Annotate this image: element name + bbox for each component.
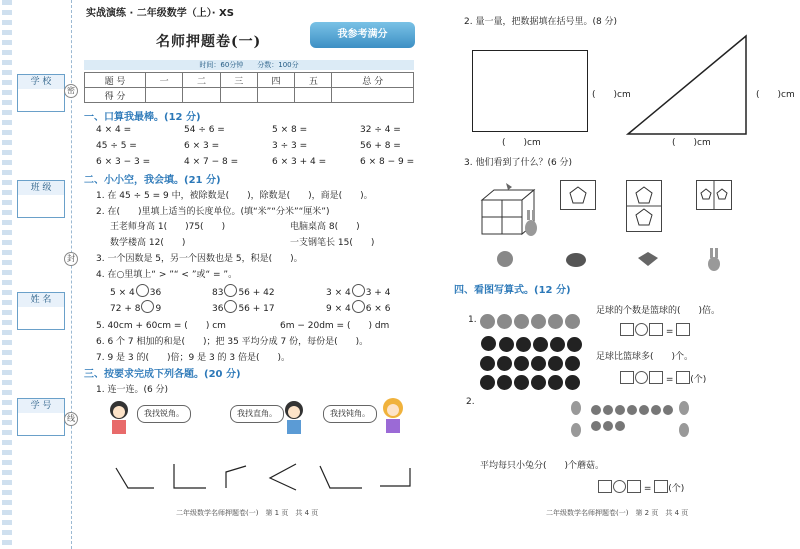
answer-box[interactable]	[620, 371, 634, 384]
binding-strip	[0, 0, 78, 549]
football-icon	[514, 375, 529, 390]
football-icon	[567, 337, 582, 352]
rabbit-icon	[571, 423, 581, 437]
basketball-icon	[548, 314, 563, 329]
compare-circle[interactable]	[141, 300, 154, 313]
question-3-2: 2. 量一量，把数据填在括号里。(8 分)	[464, 17, 618, 27]
triangle-figure	[626, 34, 752, 136]
compare-item: 72 + 8 9	[110, 300, 161, 314]
operator-circle[interactable]	[613, 480, 626, 493]
section1-title: 一、口算我最棒。(12 分)	[84, 112, 201, 123]
question-2-2a: 王老师身高 1( )75( )	[110, 222, 226, 232]
answer-box[interactable]	[649, 371, 663, 384]
class-field[interactable]	[17, 195, 65, 218]
speech-bubble: 我找钝角。	[323, 405, 377, 423]
question-2-2: 2. 在( )里填上适当的长度单位。(填“米”“分米”“厘米”)	[96, 207, 330, 217]
rectangle-figure	[472, 50, 588, 132]
question-2-5b: 6m − 20dm = ( ) dm	[280, 321, 390, 331]
basketball-icon	[497, 314, 512, 329]
compare-circle[interactable]	[136, 284, 149, 297]
answer-box[interactable]	[598, 480, 612, 493]
compare-item: 3 × 4 3 + 4	[326, 284, 390, 298]
score-table	[84, 72, 414, 103]
girl-illustration	[102, 398, 136, 438]
speech-bubble: 我找直角。	[230, 405, 284, 423]
football-icon	[548, 375, 563, 390]
football-icon	[565, 375, 580, 390]
score-cell[interactable]	[257, 88, 294, 103]
seal-line	[71, 0, 72, 549]
measure-blank[interactable]: ( )cm	[592, 90, 631, 100]
oral-item: 4 × 7 − 8 =	[184, 157, 239, 167]
question-2-3: 3. 一个因数是 5，另一个因数也是 5，积是( )。	[96, 254, 303, 264]
football-icon	[499, 337, 514, 352]
measure-blank[interactable]: ( )cm	[672, 138, 711, 148]
question-2-2d: 一支钢笔长 15( )	[290, 238, 375, 248]
view-box	[696, 180, 732, 210]
brand-stamp: 我参考满分	[310, 22, 415, 48]
oral-item: 32 ÷ 4 =	[360, 125, 401, 135]
equation-row: = (个)	[598, 480, 684, 494]
question-2-7: 7. 9 是 3 的( )倍；9 是 3 的 3 倍是( )。	[96, 353, 291, 363]
rabbit-icon	[704, 246, 724, 272]
score-cell[interactable]	[146, 88, 183, 103]
oral-item: 3 ÷ 3 =	[272, 141, 308, 151]
compare-item: 5 × 4 36	[110, 284, 161, 298]
bird-icon	[506, 183, 512, 190]
seam-mark: 密	[64, 84, 78, 98]
bird-icon	[636, 248, 660, 270]
rabbit-icon	[571, 401, 581, 415]
student-id-field[interactable]	[17, 413, 65, 436]
operator-circle[interactable]	[635, 371, 648, 384]
speech-bubble: 我找锐角。	[137, 405, 191, 423]
answer-box[interactable]	[627, 480, 641, 493]
football-icon	[516, 337, 531, 352]
question-3-1: 1. 连一连。(6 分)	[96, 385, 169, 395]
angle-figure	[380, 468, 410, 486]
table-cell: 三	[220, 73, 257, 88]
equation-row: =	[620, 323, 690, 337]
answer-box[interactable]	[620, 323, 634, 336]
section4-title: 四、看图写算式。(12 分)	[454, 285, 571, 296]
name-field[interactable]	[17, 307, 65, 330]
boy-illustration	[277, 398, 311, 438]
score-cell[interactable]	[295, 88, 332, 103]
football-icon	[565, 356, 580, 371]
view-box	[626, 180, 662, 232]
basketball-icon	[514, 314, 529, 329]
oral-item: 6 × 8 − 9 =	[360, 157, 415, 167]
school-label: 学 校	[17, 74, 65, 90]
angle-figure	[270, 464, 296, 490]
problem-number: 1.	[468, 315, 477, 325]
table-cell: 题 号	[85, 73, 146, 88]
table-cell: 总 分	[332, 73, 414, 88]
question-2-4: 4. 在○里填上“ > ”“ < ”或“ = ”。	[96, 270, 238, 280]
angle-figure	[116, 468, 154, 488]
question-2-2c: 数学楼高 12( )	[110, 238, 186, 248]
football-icon	[531, 375, 546, 390]
compare-circle[interactable]	[224, 284, 237, 297]
question-2-5a: 5. 40cm + 60cm = ( ) cm	[96, 321, 226, 331]
problem-1-text-1: 足球的个数是篮球的( )倍。	[596, 306, 721, 316]
football-icon	[480, 335, 497, 352]
football-icon	[497, 375, 512, 390]
section2-title: 二、小小空，我会填。(21 分)	[84, 175, 221, 186]
oral-item: 6 × 3 − 3 =	[96, 157, 151, 167]
seam-mark: 封	[64, 252, 78, 266]
score-cell[interactable]	[183, 88, 220, 103]
basketball-icon	[480, 314, 495, 329]
football-icon	[480, 356, 495, 371]
football-icon	[533, 337, 548, 352]
class-label: 班 级	[17, 180, 65, 196]
football-icon	[531, 356, 546, 371]
basketball-icon	[531, 314, 546, 329]
series-title: 实战演练 · 二年级数学（上）· XS	[86, 8, 234, 19]
football-icon	[480, 375, 495, 390]
school-field[interactable]	[17, 89, 65, 112]
rabbit-icon	[520, 208, 542, 238]
angle-figures	[110, 460, 420, 494]
table-cell: 四	[257, 73, 294, 88]
table-cell: 二	[183, 73, 220, 88]
equation-row: = (个)	[620, 371, 706, 385]
view-box	[560, 180, 596, 210]
problem-number: 2.	[466, 397, 475, 407]
question-3-3: 3. 他们看到了什么？(6 分)	[464, 158, 573, 168]
turtle-icon	[564, 248, 588, 270]
answer-box[interactable]	[676, 371, 690, 384]
score-cell[interactable]	[332, 88, 414, 103]
seam-mark: 线	[64, 412, 78, 426]
rabbit-icon	[679, 401, 689, 415]
question-2-1: 1. 在 45 ÷ 5 = 9 中，被除数是( )，除数是( )，商是( )。	[96, 191, 373, 201]
basketball-icon	[565, 314, 580, 329]
table-row	[85, 88, 414, 103]
section3-title: 三、按要求完成下列各题。(20 分)	[84, 369, 241, 380]
page-title: 名师押题卷(一)	[156, 34, 262, 50]
answer-box[interactable]	[676, 323, 690, 336]
problem-1-text-2: 足球比篮球多( )个。	[596, 352, 694, 362]
question-2-6: 6. 6 个 7 相加的和是( )；把 35 平均分成 7 份，每份是( )。	[96, 337, 369, 347]
angle-figure	[226, 466, 246, 488]
answer-box[interactable]	[654, 480, 668, 493]
footer-left: 二年级数学名师押题卷(一) 第 1 页 共 4 页	[176, 509, 319, 517]
table-cell: 五	[295, 73, 332, 88]
table-cell: 得 分	[85, 88, 146, 103]
rabbits-mushrooms	[566, 396, 696, 444]
time-info: 时间：60分钟 分数：100分	[84, 60, 414, 70]
question-2-2b: 电脑桌高 8( )	[290, 222, 360, 232]
compare-circle[interactable]	[352, 300, 365, 313]
compare-item: 36 56 + 17	[212, 300, 275, 314]
oral-item: 6 × 3 + 4 =	[272, 157, 327, 167]
basketball-row	[480, 314, 582, 333]
table-cell: 一	[146, 73, 183, 88]
score-cell[interactable]	[220, 88, 257, 103]
compare-circle[interactable]	[352, 284, 365, 297]
football-grid	[480, 335, 590, 394]
student-id-label: 学 号	[17, 398, 65, 414]
rabbit-icon	[679, 423, 689, 437]
table-row	[85, 73, 414, 88]
oral-item: 4 × 4 =	[96, 125, 132, 135]
football-icon	[550, 337, 565, 352]
answer-box[interactable]	[649, 323, 663, 336]
measure-blank[interactable]: ( )cm	[502, 138, 541, 148]
oral-item: 45 ÷ 5 =	[96, 141, 137, 151]
measure-blank[interactable]: ( )cm	[756, 90, 795, 100]
girl-illustration	[376, 396, 410, 438]
chick-icon	[494, 248, 516, 270]
problem-2-text: 平均每只小兔分( )个蘑菇。	[480, 461, 605, 471]
operator-circle[interactable]	[635, 323, 648, 336]
angle-figure	[174, 464, 206, 488]
binding-edge	[2, 0, 12, 549]
football-icon	[514, 356, 529, 371]
football-icon	[548, 356, 563, 371]
oral-item: 5 × 8 =	[272, 125, 308, 135]
footer-right: 二年级数学名师押题卷(一) 第 2 页 共 4 页	[546, 509, 689, 517]
oral-item: 54 ÷ 6 =	[184, 125, 225, 135]
angle-figure	[320, 466, 362, 488]
football-icon	[497, 356, 512, 371]
oral-item: 6 × 3 =	[184, 141, 220, 151]
oral-item: 56 + 8 =	[360, 141, 401, 151]
compare-item: 9 × 4 6 × 6	[326, 300, 390, 314]
compare-circle[interactable]	[224, 300, 237, 313]
name-label: 姓 名	[17, 292, 65, 308]
compare-item: 83 56 + 42	[212, 284, 275, 298]
